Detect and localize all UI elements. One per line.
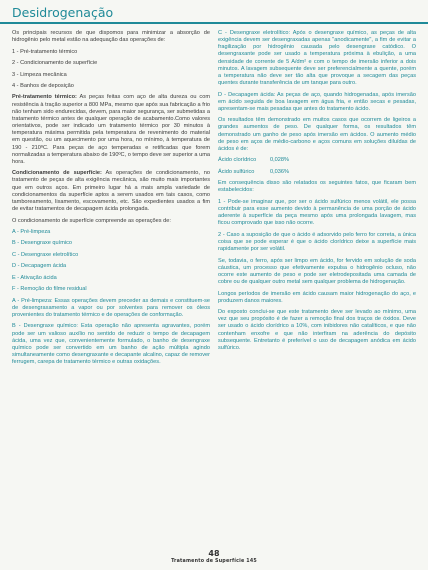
paragraph: Do exposto conclui-se que este tratamento deve ser levado ao mínimo, uma vez que seu propósito é de fazer a remoção final dos traços de óxidos. Deve ser usado o ácido clorídrico a 10%, com inibidores não catalíticos, e que não contenham enxofre e que não interfiram na aderência do depósito subsequente. Entretanto é preferível o uso de decapagem anódica em ácido sulfúrico.	[218, 309, 416, 351]
list-item: B - Desengraxe químico	[12, 240, 73, 247]
acid-value: 0,036%	[270, 168, 289, 175]
paragraph-label: C - Desengraxe eletrolítico:	[218, 30, 291, 36]
paragraph-text: As peças feitas com aço de alta dureza ou com resistência à tração superior a 800 MPa, mesmo que após sua fabricação a frio não tenham sido endurecidas, devem, para maior segurança, ser submetidas a tratamento térmico antes de qualquer operação de acabamento.Como valores orientativos, pode ser indicado um tratamento térmico por 30 minutos à temperatura máxima permitida pela temperatura de revenimento do material em questão, ou um aquecimento por uma hora, no mínimo, à temperatura de 190 - 210ºC. Para peças de aço temperadas e retificadas que forem normalizadas a temperatura abaixo de 190ºC, o tempo deve ser superior a uma hora.	[12, 94, 210, 165]
paragraph-label: B - Desengraxe químico:	[12, 323, 78, 330]
paragraph: Longos períodos de imersão em ácido causam maior hidrogenação do aço, e produzem danos maiores.	[218, 290, 416, 304]
acid-name: Ácido clorídrico	[218, 157, 257, 164]
list-item: A - Pré-limpeza	[12, 228, 51, 235]
paragraph-label: Condicionamento de superfície:	[12, 170, 102, 177]
acid-row	[218, 157, 416, 164]
acid-value: 0,028%	[270, 157, 289, 164]
paragraph	[218, 30, 416, 87]
list-item: C - Desengraxe eletrolítico	[12, 251, 79, 258]
paragraph: Os resultados têm demonstrado em muitos casos que ocorrem de ligeiros a grandes aumentos de peso. De qualquer forma, os resultados têm demonstrado um ganho de peso após imersão em ácidos. O aumento médio de peso em aços de médio-carbono e aços comuns em soluções diluídas de ácidos é de:	[218, 117, 416, 152]
paragraph	[12, 94, 210, 166]
list-item: E - Ativação ácida	[12, 274, 57, 281]
page-number: 48	[208, 549, 220, 558]
left-column	[12, 30, 210, 371]
intro-paragraph: Os principais recursos de que dispomos para minimizar a absorção de hidrogênio pelo metal estão na adequação das operações de:	[12, 30, 210, 44]
title-rule	[0, 22, 428, 24]
acid-row	[218, 169, 416, 176]
paragraph	[12, 323, 210, 366]
paragraph-label: D - Decapagem ácida:	[218, 91, 276, 98]
paragraph: Se, todavia, o ferro, após ser limpo em ácido, for fervido em solução de soda cáustica, um processo que efetivamente expulsa o hidrogênio ocluso, não ocorre este aumento de peso e pode ser eletrodepositada uma camada de cobre ou de qualquer outro metal sem qualquer problema de hidrogenação.	[218, 257, 416, 286]
paragraph-text: Após o desengraxe químico, as peças de alta exigência devem ser desengraxadas apenas "anodicamente", a fim de evitar a fragilização por hidrogênio causada pelo desengraxe catódico. O desengraxante pode ser usado a temperatura próxima à ebulição, a uma densidade de corrente de 5 A/dm² e com o tempo de imersão inferior a dois minutos. A lavagem subsequente deve ser preferencialmente a quente, porém a temperatura não deve ser tão alta que provoque a secagem das peças quentes durante transferência de um tanque para outro.	[218, 30, 417, 87]
paragraph-text: Esta operação não apresenta agravantes, porém pode ser um valioso auxílio no sentido de reduzir o tempo de decapagem ácida, uma vez que, convenientemente formulado, o banho de desengraxe químico pode ser convertido em um banho de ação múltipla agindo simultaneamente como desengraxante e decapante alcalino, capaz de remover ferrugem, carepa de tratamento térmico e outras oxidações.	[12, 323, 210, 366]
list-item: 2 - Condicionamento de superfície	[12, 60, 98, 67]
list-item: 4 - Banhos de deposição	[12, 82, 74, 89]
publication-name: Tratamento de Superfície 145	[171, 559, 257, 564]
list-item: F - Remoção do filme residual	[12, 286, 87, 293]
list-item: 1 - Pré-tratamento térmico	[12, 48, 78, 55]
paragraph: 2 - Caso a suposição de que o ácido é adsorvido pelo ferro for correta, a única coisa que se pode esperar é que o ácido clorídrico deixe a superfície mais rapidamente por ser volátil.	[218, 231, 416, 253]
paragraph-text: As operações de condicionamento, no tratamento de peças de alta exigência mecânica, são muito mais importantes que em outros aços. Em primeiro lugar há a mais ampla variedade de condicionamentos da superfície aptos a serem usados em tais casos, como tamboreamento, lixamento, escovamento, etc. São expedientes usados a fim de evitar tratamentos de decapagem ácida prolongada.	[12, 170, 210, 213]
list-item: 3 - Limpeza mecânica	[12, 71, 67, 78]
paragraph-text: As peças de aço, quando hidrogenadas, após imersão em ácido seguida de boa lavagem em água fria, e então secas e pesadas, apresentam-se mais pesadas que antes do tratamento ácido.	[218, 91, 416, 112]
paragraph-label: Pré-tratamento térmico:	[12, 94, 77, 101]
page-title: Desidrogenação	[12, 5, 114, 20]
right-column	[218, 30, 416, 356]
paragraph	[12, 298, 210, 319]
paragraph	[12, 170, 210, 213]
paragraph-text: Essas operações devem preceder as demais e constituem-se de desengraxamento a vapor ou por solventes para remover os óleos provenientes do tratamento térmico e de operações de conformação.	[12, 297, 210, 318]
list-item: D - Decapagem ácida	[12, 263, 67, 270]
acid-name: Ácido sulfúrico	[218, 168, 255, 175]
paragraph: O condicionamento de superfície compreende as operações de:	[12, 217, 171, 224]
paragraph-label: A - Pré-limpeza:	[12, 297, 53, 304]
paragraph: Em consequência disso são relatados os seguintes fatos, que ficaram bem estabelecidos:	[218, 180, 416, 194]
paragraph	[218, 92, 416, 113]
paragraph: 1 - Pode-se imaginar que, por ser o ácido sulfúrico menos volátil, ele possa contribuir para esse aumento devido à permanência de uma porção de ácido aderente à superfície da peça mesmo após uma prolongada lavagem, mas ficou comprovado que isso não ocorre.	[218, 198, 416, 227]
